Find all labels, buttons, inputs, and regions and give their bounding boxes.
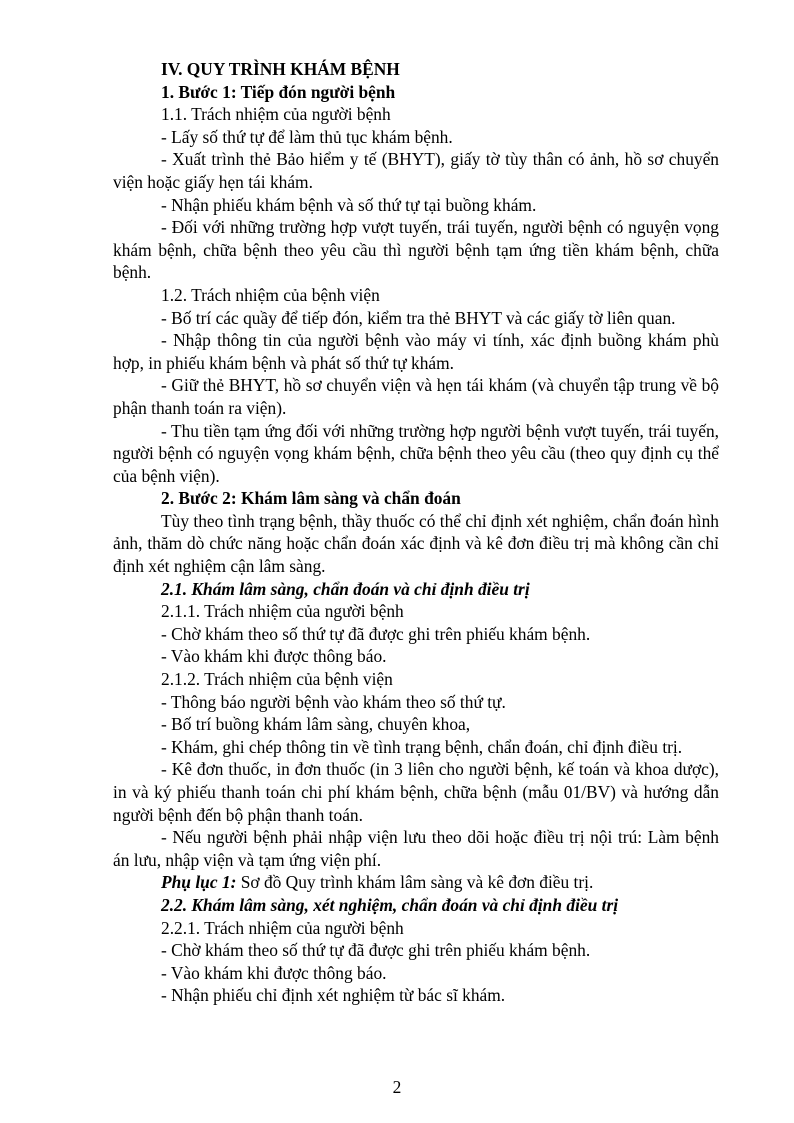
document-page [113,58,719,1007]
step2-1-1-heading: 2.1.1. Trách nhiệm của người bệnh [161,601,404,622]
section-title: IV. QUY TRÌNH KHÁM BỆNH [161,59,400,79]
step2-intro: Tùy theo tình trạng bệnh, thầy thuốc có thể chỉ định xét nghiệm, chẩn đoán hình ảnh, thăm dò chức năng hoặc chẩn đoán xác định và kê đơn điều trị mà không cần chỉ định xét nghiệm cận lâm sàng. [113,510,719,577]
appendix-line [113,871,719,894]
list-item: - Chờ khám theo số thứ tự đã được ghi trên phiếu khám bệnh. [161,623,591,644]
step1-sub2-heading: 1.2. Trách nhiệm của bệnh viện [161,284,380,305]
list-item: - Nhận phiếu khám bệnh và số thứ tự tại buồng khám. [161,194,537,215]
step2-2-1-heading: 2.2.1. Trách nhiệm của người bệnh [161,917,404,938]
step2-1-heading: 2.1. Khám lâm sàng, chẩn đoán và chỉ định điều trị [161,578,530,599]
page-number: 2 [392,1077,402,1097]
list-item: - Thông báo người bệnh vào khám theo số thứ tự. [161,691,506,712]
list-item: - Chờ khám theo số thứ tự đã được ghi trên phiếu khám bệnh. [161,940,591,961]
list-item: - Nhập thông tin của người bệnh vào máy vi tính, xác định buồng khám phù hợp, in phiếu khám bệnh và phát số thứ tự khám. [113,330,719,373]
appendix-text: Sơ đồ Quy trình khám lâm sàng và kê đơn điều trị. [236,872,594,893]
step2-heading: 2. Bước 2: Khám lâm sàng và chẩn đoán [161,488,461,509]
list-item: - Nhận phiếu chỉ định xét nghiệm từ bác sĩ khám. [161,985,506,1006]
step2-2-heading: 2.2. Khám lâm sàng, xét nghiệm, chẩn đoán và chỉ định điều trị [161,894,619,915]
list-item: - Bố trí các quầy để tiếp đón, kiểm tra thẻ BHYT và các giấy tờ liên quan. [161,307,676,328]
step1-heading: 1. Bước 1: Tiếp đón người bệnh [161,81,396,102]
list-item: - Bố trí buồng khám lâm sàng, chuyên khoa, [161,714,471,735]
list-item: - Lấy số thứ tự để làm thủ tục khám bệnh. [161,126,453,147]
list-item: - Giữ thẻ BHYT, hồ sơ chuyển viện và hẹn tái khám (và chuyển tập trung về bộ phận thanh toán ra viện). [113,375,719,418]
step1-sub1-heading: 1.1. Trách nhiệm của người bệnh [161,104,391,125]
appendix-label: Phụ lục 1: [161,872,237,893]
list-item: - Thu tiền tạm ứng đối với những trường hợp người bệnh vượt tuyến, trái tuyến, người bệnh có nguyện vọng khám bệnh, chữa bệnh theo yêu cầu (theo quy định cụ thể của bệnh viện). [113,420,719,486]
list-item: - Nếu người bệnh phải nhập viện lưu theo dõi hoặc điều trị nội trú: Làm bệnh án lưu, nhập viện và tạm ứng viện phí. [113,827,719,870]
list-item: - Vào khám khi được thông báo. [161,962,387,983]
list-item: - Khám, ghi chép thông tin về tình trạng bệnh, chẩn đoán, chỉ định điều trị. [161,736,683,757]
list-item: - Đối với những trường hợp vượt tuyến, trái tuyến, người bệnh có nguyện vọng khám bệnh, chữa bệnh theo yêu cầu thì người bệnh tạm ứng tiền khám bệnh, chữa bệnh. [113,217,719,283]
list-item: - Xuất trình thẻ Bảo hiểm y tế (BHYT), giấy tờ tùy thân có ảnh, hồ sơ chuyển viện hoặc giấy hẹn tái khám. [113,149,719,192]
list-item: - Kê đơn thuốc, in đơn thuốc (in 3 liên cho người bệnh, kế toán và khoa dược), in và ký phiếu thanh toán chi phí khám bệnh, chữa bệnh (mẫu 01/BV) và hướng dẫn người bệnh đến bộ phận thanh toán. [113,759,719,825]
step2-1-2-heading: 2.1.2. Trách nhiệm của bệnh viện [161,669,393,690]
list-item: - Vào khám khi được thông báo. [161,646,387,667]
